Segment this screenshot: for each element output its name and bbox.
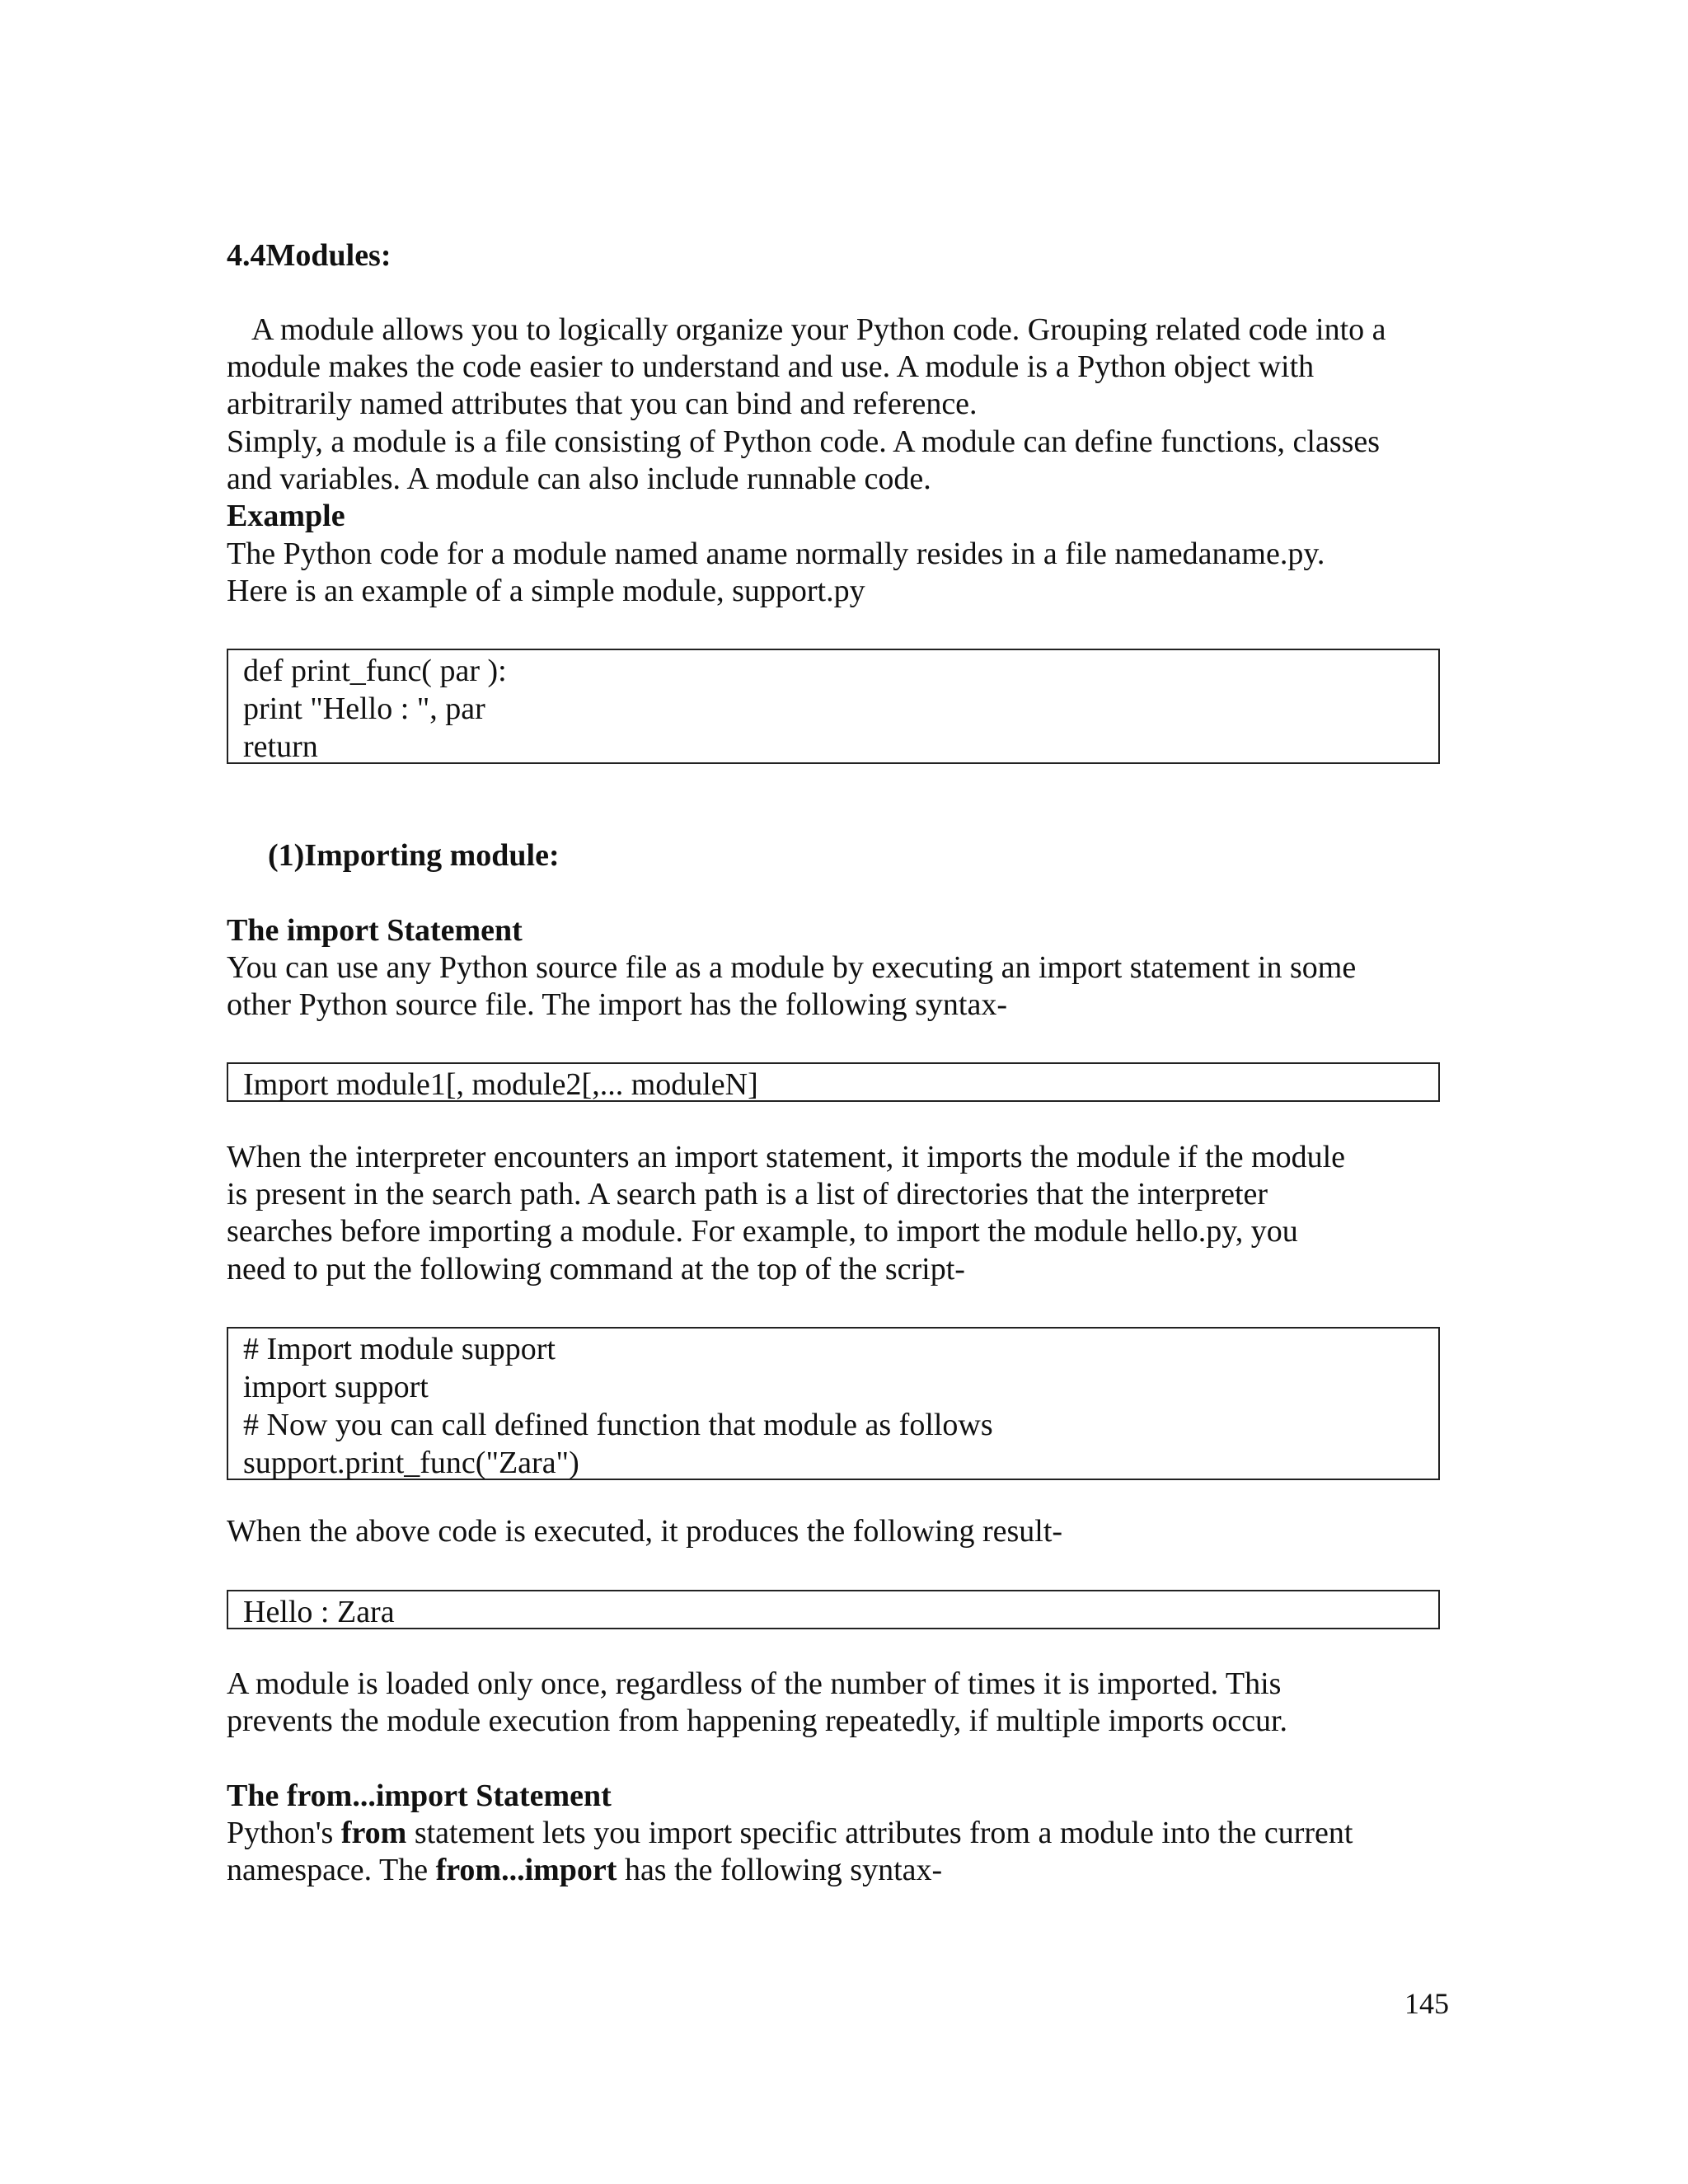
explain-line-2: is present in the search path. A search path is a list of directories that the interpreter xyxy=(227,1177,1268,1212)
code-line: Import module1[, module2[,... moduleN] xyxy=(243,1067,758,1102)
import-script-code-box xyxy=(227,1327,1440,1480)
intro-line-2: module makes the code easier to understand and use. A module is a Python object with xyxy=(227,349,1315,384)
from-keyword: from xyxy=(340,1816,407,1850)
example-line-1: The Python code for a module named aname normally resides in a file namedaname.py. xyxy=(227,537,1325,571)
intro-line-3: arbitrarily named attributes that you can bind and reference. xyxy=(227,387,978,421)
code-line: return xyxy=(243,729,318,764)
once-line-1: A module is loaded only once, regardless of the number of times it is imported. This xyxy=(227,1666,1282,1701)
code-line: Hello : Zara xyxy=(243,1595,395,1629)
import-line-2: other Python source file. The import has the following syntax- xyxy=(227,987,1008,1022)
code-line: def print_func( par ): xyxy=(243,654,507,688)
from-import-keyword: from...import xyxy=(435,1853,617,1887)
once-line-2: prevents the module execution from happening repeatedly, if multiple imports occur. xyxy=(227,1704,1288,1738)
from-line-1-after: statement lets you import specific attributes from a module into the current xyxy=(406,1816,1353,1850)
explain-line-4: need to put the following command at the top of the script- xyxy=(227,1252,965,1286)
import-statement-heading: The import Statement xyxy=(227,913,523,948)
explain-line-1: When the interpreter encounters an import statement, it imports the module if the module xyxy=(227,1140,1346,1174)
code-line: import support xyxy=(243,1370,429,1404)
section-title: 4.4Modules: xyxy=(227,238,392,273)
code-line: print "Hello : ", par xyxy=(243,691,485,726)
code-line: support.print_func("Zara") xyxy=(243,1446,579,1480)
support-module-code-box xyxy=(227,649,1440,764)
import-syntax-code-box xyxy=(227,1062,1440,1102)
intro-line-1: A module allows you to logically organize your Python code. Grouping related code into a xyxy=(251,312,1386,347)
intro-line-5: and variables. A module can also include runnable code. xyxy=(227,462,931,496)
from-line-2-after: has the following syntax- xyxy=(617,1853,943,1887)
from-import-heading: The from...import Statement xyxy=(227,1779,612,1813)
example-heading: Example xyxy=(227,499,345,533)
import-line-1: You can use any Python source file as a module by executing an import statement in some xyxy=(227,950,1357,985)
from-line-1-before: Python's xyxy=(227,1816,341,1850)
result-code-box xyxy=(227,1590,1440,1629)
explain-line-3: searches before importing a module. For example, to import the module hello.py, you xyxy=(227,1214,1298,1249)
importing-module-subheading: (1)Importing module: xyxy=(268,838,560,873)
intro-line-4: Simply, a module is a file consisting of Python code. A module can define functions, classes xyxy=(227,424,1381,459)
from-import-line-2 xyxy=(227,1851,942,1889)
example-line-2: Here is an example of a simple module, support.py xyxy=(227,574,865,608)
result-intro: When the above code is executed, it produces the following result- xyxy=(227,1514,1063,1549)
code-line: # Now you can call defined function that module as follows xyxy=(243,1408,993,1442)
from-import-line-1 xyxy=(227,1814,1353,1852)
code-line: # Import module support xyxy=(243,1332,556,1366)
from-line-2-before: namespace. The xyxy=(227,1853,436,1887)
page-number: 145 xyxy=(1404,1987,1449,2020)
